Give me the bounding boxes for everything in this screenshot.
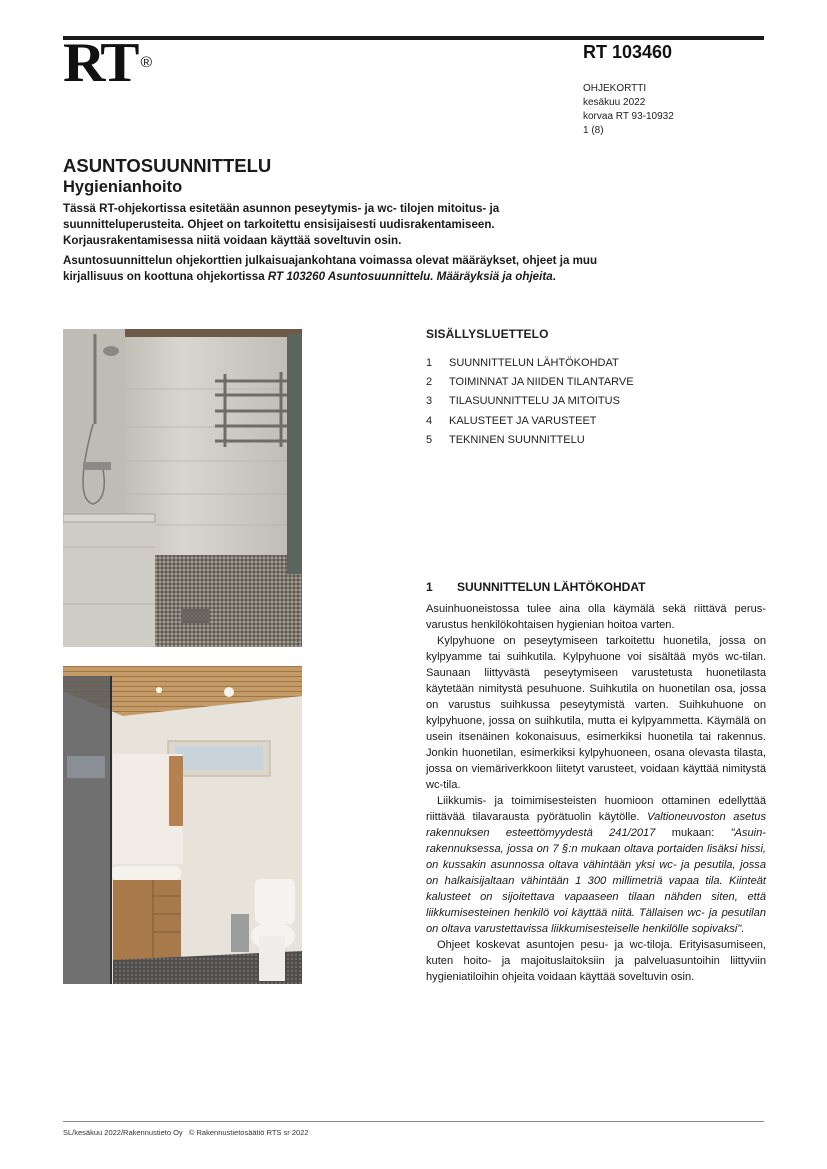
toc-item-label: KALUSTEET JA VARUSTEET <box>449 414 597 427</box>
section-heading <box>426 580 766 594</box>
toc-title: SISÄLLYSLUETTELO <box>426 327 549 341</box>
toc-item[interactable] <box>426 392 766 411</box>
table-of-contents <box>426 327 766 449</box>
doc-replaces: korvaa RT 93-10932 <box>583 111 674 122</box>
toc-item-number: 4 <box>426 414 433 427</box>
footer-rule <box>63 1121 764 1122</box>
top-rule <box>63 36 764 40</box>
doc-date: kesäkuu 2022 <box>583 97 646 108</box>
toc-item[interactable] <box>426 353 766 372</box>
body-paragraph-4: Ohjeet koskevat asuntojen pesu- ja wc-tiloja. Erityisasumiseen, kuten hoito- ja majoituslaitoksiin ja palveluasuntoihin liittyviin hygieniatiloihin ohjeita voidaan käyttää soveltuvin osin. <box>426 939 766 983</box>
p3-text-mid: mukaan: <box>655 827 731 839</box>
intro-paragraph-1: Tässä RT-ohjekortissa esitetään asunnon peseytymis- ja wc- tilojen mitoitus- ja suunnitteluperusteita. Ohjeet on tarkoitettu ensisijaisesti uudisrakentamiseen. Korjausrakentamisessa niitä voidaan käyttää soveltuvin osin. <box>63 202 500 247</box>
document-meta <box>583 82 674 138</box>
intro-p2-text: Asuntosuunnittelun ohjekorttien julkaisuajankohtana voimassa olevat määräykset, ohjeet ja muu kirjallisuus on koottuna ohjekortissa <box>63 254 598 283</box>
page-number: 1 (8) <box>583 125 604 136</box>
logo-text: RT <box>63 32 137 94</box>
doc-type: OHJEKORTTI <box>583 83 647 94</box>
rt-logo <box>63 32 153 94</box>
body-paragraph-3 <box>426 793 766 937</box>
intro-p2-end: . <box>552 270 556 283</box>
bathroom-image <box>63 666 302 984</box>
toc-item-number: 5 <box>426 433 433 446</box>
toc-item[interactable] <box>426 372 766 391</box>
toc-item-number: 1 <box>426 356 433 369</box>
footer-text: SL/kesäkuu 2022/Rakennustieto Oy © Rakennustietosäätiö RTS sr 2022 <box>63 1128 309 1137</box>
section-title: SUUNNITTELUN LÄHTÖKOHDAT <box>457 580 646 594</box>
intro-text <box>63 201 623 289</box>
toc-item-label: TOIMINNAT JA NIIDEN TILANTARVE <box>449 375 634 388</box>
p3-regulation-quote: "Asuinrakennuksessa, jossa on 7 §:n mukaan oltava portaiden lisäksi hissi, on kussakin asunnossa oltava vähintään yksi wc- ja pesutila, jossa on halkaisijaltaan vähintään 1 300 millimetriä vapaa tila. Kiinteät kalusteet on sijoitettava vapaaseen tilaan nähden siten, että liikkumisesteinen henkilö voi käyttää niitä. Tällaisen wc- ja pesutilan on oltava varustettavissa liikkumisesteiselle henkilölle sopivaksi". <box>426 827 766 935</box>
p3-text: Liikkumis- ja toimimisesteisten huomioon ottaminen edellyttää riittävää tilavarausta pyörätuolin käytölle. <box>426 795 766 823</box>
photo-bathroom <box>63 666 302 984</box>
body-paragraph-2: Kylpyhuone on peseytymiseen tarkoitettu huonetila, jossa on kylpyamme tai suihkutila. Kylpyhuone voi sisältää myös wc-tilan. Saunaan liittyvästä peseytymiseen varustetusta huonetilasta käytetään nimitystä pesuhuone. Suihkutila on huonetilan osa, jossa on varustus suihkussa peseytymistä varten. Suihkuhuone on kylpyhuone, jossa on suihkutila, mutta ei kylpyammetta. Käymälä on usein itsenäinen kokonaisuus, esimerkiksi huonetila tai rakennus. Jonkin huonetilan, esimerkiksi kylpyhuoneen, osana olevasta tilasta, jossa on viemäriverkkoon liitetyt varusteet, voidaan käyttää nimitystä wc-tila. <box>426 635 766 791</box>
page-subtitle: Hygienianhoito <box>63 178 183 196</box>
toc-item-label: TILASUUNNITTELU JA MITOITUS <box>449 395 620 408</box>
toc-item[interactable] <box>426 430 766 449</box>
section-1 <box>426 580 766 985</box>
document-number: RT 103460 <box>583 42 673 62</box>
photo-shower-room <box>63 329 302 647</box>
toc-item-label: TEKNINEN SUUNNITTELU <box>449 433 585 446</box>
intro-paragraph-2 <box>63 253 623 285</box>
toc-item[interactable] <box>426 411 766 430</box>
toc-item-label: SUUNNITTELUN LÄHTÖKOHDAT <box>449 356 619 369</box>
shower-room-image <box>63 329 302 647</box>
toc-item-number: 3 <box>426 395 433 408</box>
section-number: 1 <box>426 580 433 594</box>
toc-item-number: 2 <box>426 375 433 388</box>
intro-p2-reference: RT 103260 Asuntosuunnittelu. Määräyksiä ja ohjeita <box>267 270 553 283</box>
body-paragraph-1: Asuinhuoneistossa tulee aina olla käymälä sekä riittävä perusvarustus henkilökohtaisen hygienian hoitoa varten. <box>426 603 766 631</box>
section-body <box>426 601 766 985</box>
p3-regulation-reference: Valtioneuvoston asetus rakennuksen esteettömyydestä 241/2017 <box>426 811 766 839</box>
page-title: ASUNTOSUUNNITTELU <box>63 155 272 176</box>
registered-mark: ® <box>140 54 153 71</box>
